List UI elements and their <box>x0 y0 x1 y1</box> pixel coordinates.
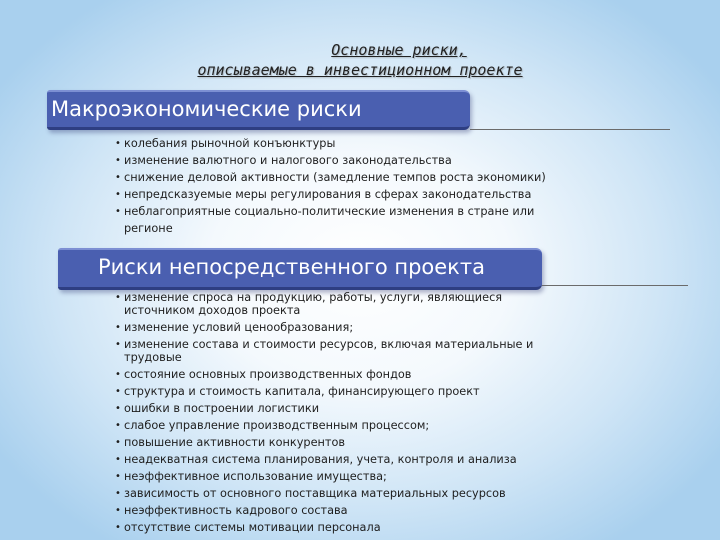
list-item-text: состояние основных производственных фондов <box>124 368 412 381</box>
list-item-text: структура и стоимость капитала, финансирующего проект <box>124 385 480 398</box>
list-item-text: изменение состава и стоимости ресурсов, включая материальные и трудовые <box>124 338 534 364</box>
list-item-text: неэффективное использование имущества; <box>124 470 387 483</box>
list-item <box>115 366 595 383</box>
list-item <box>115 319 595 336</box>
bullet-icon: • <box>115 505 121 516</box>
bullet-icon: • <box>115 522 121 533</box>
bullet-icon: • <box>115 189 121 200</box>
bullet-icon: • <box>115 292 121 303</box>
list-item <box>115 152 595 169</box>
section-divider-project <box>542 285 688 286</box>
list-item <box>115 291 554 317</box>
list-item-text: изменение условий ценообразования; <box>124 321 354 334</box>
list-item-text: неблагоприятные социально-политические изменения в стране или регионе <box>124 205 535 235</box>
slide-title-line-1: Основные риски, <box>331 41 467 59</box>
project-risks-list <box>115 289 595 536</box>
bullet-icon: • <box>115 471 121 482</box>
bullet-icon: • <box>115 339 121 350</box>
section-heading-macroeconomic-risks: Макроэкономические риски <box>47 90 470 130</box>
slide-title <box>0 40 720 80</box>
list-item-text: зависимость от основного поставщика материальных ресурсов <box>124 487 506 500</box>
list-item-text: слабое управление производственным процессом; <box>124 419 430 432</box>
list-item <box>115 519 595 536</box>
list-item-text: отсутствие системы мотивации персонала <box>124 521 381 534</box>
bullet-icon: • <box>115 369 121 380</box>
bullet-icon: • <box>115 138 121 149</box>
bullet-icon: • <box>115 206 121 217</box>
bullet-icon: • <box>115 386 121 397</box>
list-item <box>115 203 576 237</box>
slide-title-line-2: описываемые в инвестиционном проекте <box>197 61 523 79</box>
list-item-text: повышение активности конкурентов <box>124 436 346 449</box>
list-item-text: снижение деловой активности (замедление темпов роста экономики) <box>124 171 546 184</box>
macroeconomic-risks-list <box>115 135 595 237</box>
list-item <box>115 417 595 434</box>
list-item <box>115 383 595 400</box>
list-item-text: непредсказуемые меры регулирования в сферах законодательства <box>124 188 532 201</box>
list-item <box>115 135 595 152</box>
list-item-text: изменение валютного и налогового законодательства <box>124 154 452 167</box>
list-item <box>115 434 595 451</box>
bullet-icon: • <box>115 488 121 499</box>
list-item <box>115 169 595 186</box>
bullet-icon: • <box>115 420 121 431</box>
list-item <box>115 451 595 468</box>
bullet-icon: • <box>115 155 121 166</box>
list-item <box>115 338 589 364</box>
section-heading-project-risks: Риски непосредственного проекта <box>58 248 542 290</box>
list-item-text: неадекватная система планирования, учета, контроля и анализа <box>124 453 517 466</box>
bullet-icon: • <box>115 403 121 414</box>
bullet-icon: • <box>115 172 121 183</box>
list-item-text: неэффективность кадрового состава <box>124 504 348 517</box>
list-item <box>115 186 595 203</box>
list-item-text: изменение спроса на продукцию, работы, услуги, являющиеся источником доходов проекта <box>124 291 503 317</box>
list-item <box>115 485 595 502</box>
list-item <box>115 468 595 485</box>
list-item <box>115 400 595 417</box>
list-item-text: ошибки в построении логистики <box>124 402 320 415</box>
bullet-icon: • <box>115 454 121 465</box>
list-item <box>115 502 595 519</box>
list-item-text: колебания рыночной конъюнктуры <box>124 137 336 150</box>
bullet-icon: • <box>115 322 121 333</box>
section-divider-macroeconomic <box>470 129 670 130</box>
bullet-icon: • <box>115 437 121 448</box>
